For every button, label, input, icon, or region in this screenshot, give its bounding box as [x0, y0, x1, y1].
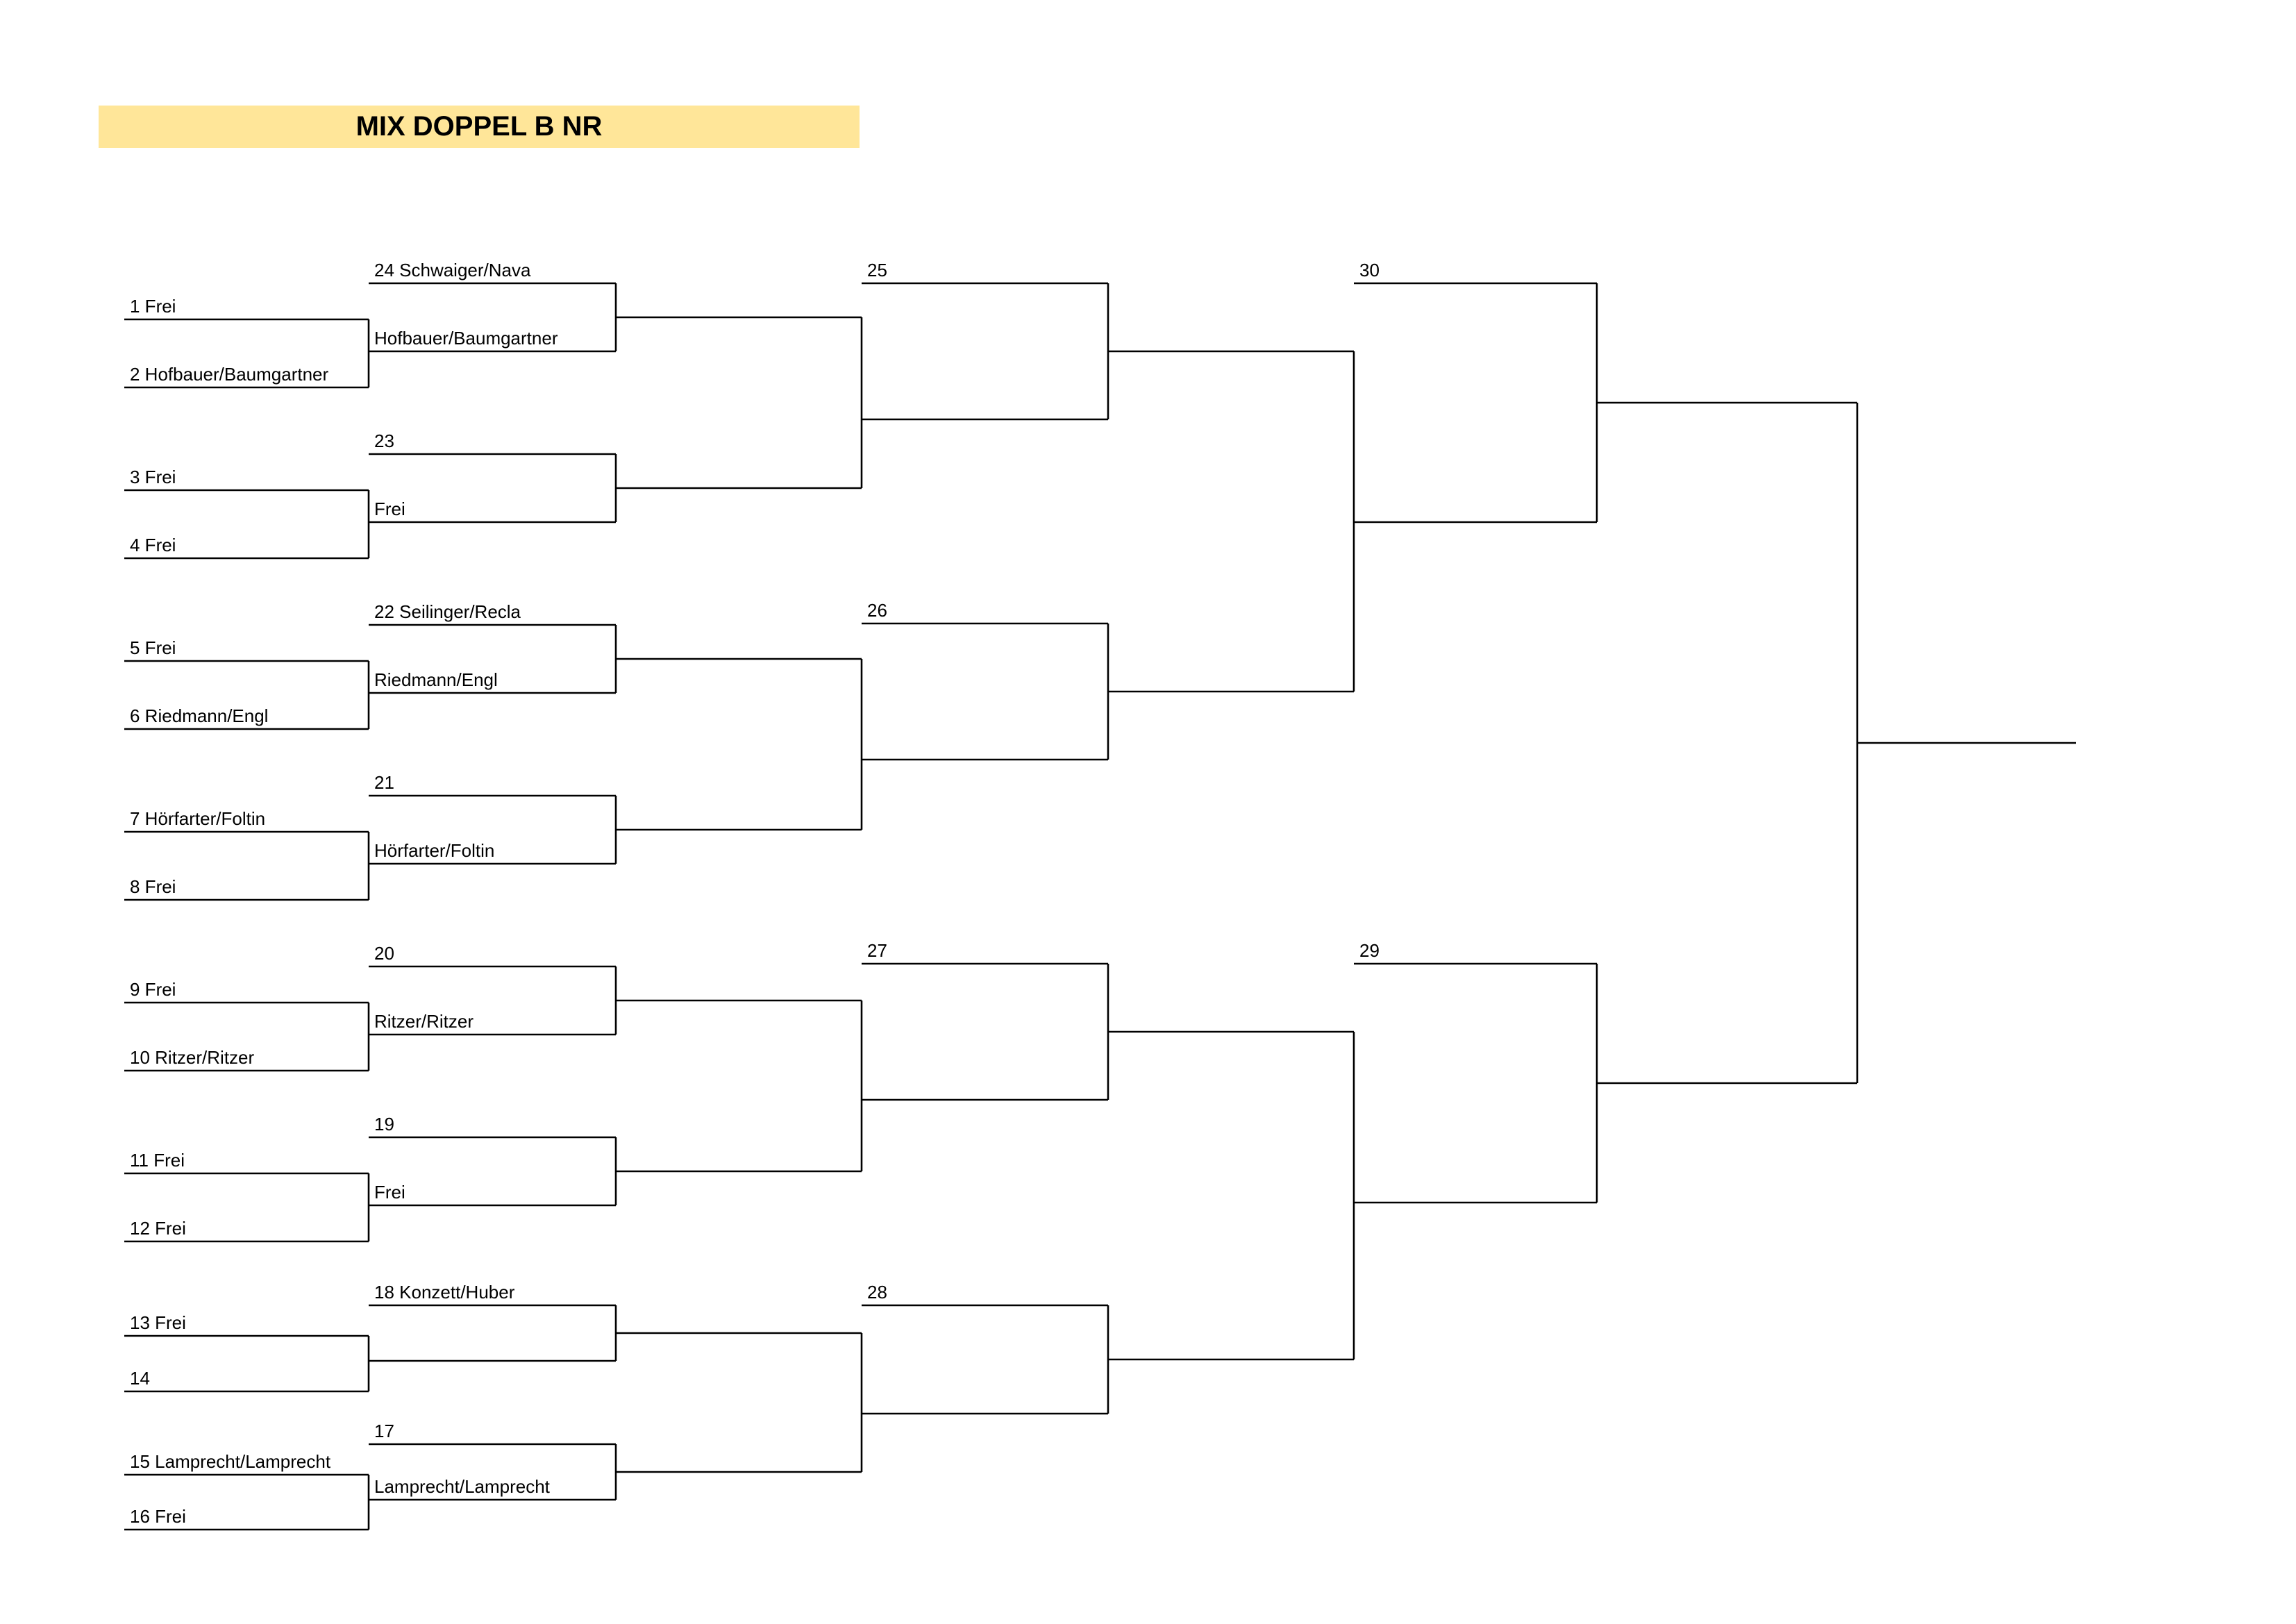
round2-entry: Riedmann/Engl	[374, 669, 498, 690]
round1-entry: 12 Frei	[130, 1218, 186, 1239]
round2-entry: 18 Konzett/Huber	[374, 1282, 515, 1303]
round1-entry: 2 Hofbauer/Baumgartner	[130, 364, 329, 385]
round1-entry: 10 Ritzer/Ritzer	[130, 1047, 255, 1068]
round2-entry: Frei	[374, 499, 405, 519]
round1-entry: 15 Lamprecht/Lamprecht	[130, 1451, 331, 1472]
round1-entry: 7 Hörfarter/Foltin	[130, 808, 266, 829]
round2-entry: Hofbauer/Baumgartner	[374, 328, 558, 349]
round1-entry: 16 Frei	[130, 1506, 186, 1527]
round1-entry: 6 Riedmann/Engl	[130, 705, 269, 726]
round2-entry: 20	[374, 943, 394, 964]
page-title: MIX DOPPEL B NR	[355, 111, 603, 142]
round2-entry: Lamprecht/Lamprecht	[374, 1476, 550, 1497]
round1-entry: 4 Frei	[130, 535, 176, 555]
round1-entry: 9 Frei	[130, 979, 176, 1000]
round1-entry: 13 Frei	[130, 1312, 186, 1333]
round1-entry: 14	[130, 1368, 150, 1389]
round3-entry: 28	[867, 1282, 887, 1303]
round2-entry: 19	[374, 1114, 394, 1135]
round2-entry: 23	[374, 430, 394, 451]
round2-entry: Ritzer/Ritzer	[374, 1011, 474, 1032]
round1-entry: 3 Frei	[130, 467, 176, 487]
round3-entry: 26	[867, 600, 887, 621]
round1-entry: 8 Frei	[130, 876, 176, 897]
round2-entry: Hörfarter/Foltin	[374, 840, 495, 861]
round4-entry: 30	[1359, 260, 1380, 281]
round3-entry: 27	[867, 940, 887, 961]
round1-entry: 5 Frei	[130, 637, 176, 658]
round1-entry: 1 Frei	[130, 296, 176, 317]
round3-entry: 25	[867, 260, 887, 281]
round2-entry: Frei	[374, 1182, 405, 1203]
round2-entry: 22 Seilinger/Recla	[374, 601, 521, 622]
round2-entry: 24 Schwaiger/Nava	[374, 260, 531, 281]
round2-entry: 21	[374, 772, 394, 793]
round1-entry: 11 Frei	[130, 1150, 185, 1171]
round2-entry: 17	[374, 1421, 394, 1441]
round4-entry: 29	[1359, 940, 1380, 961]
